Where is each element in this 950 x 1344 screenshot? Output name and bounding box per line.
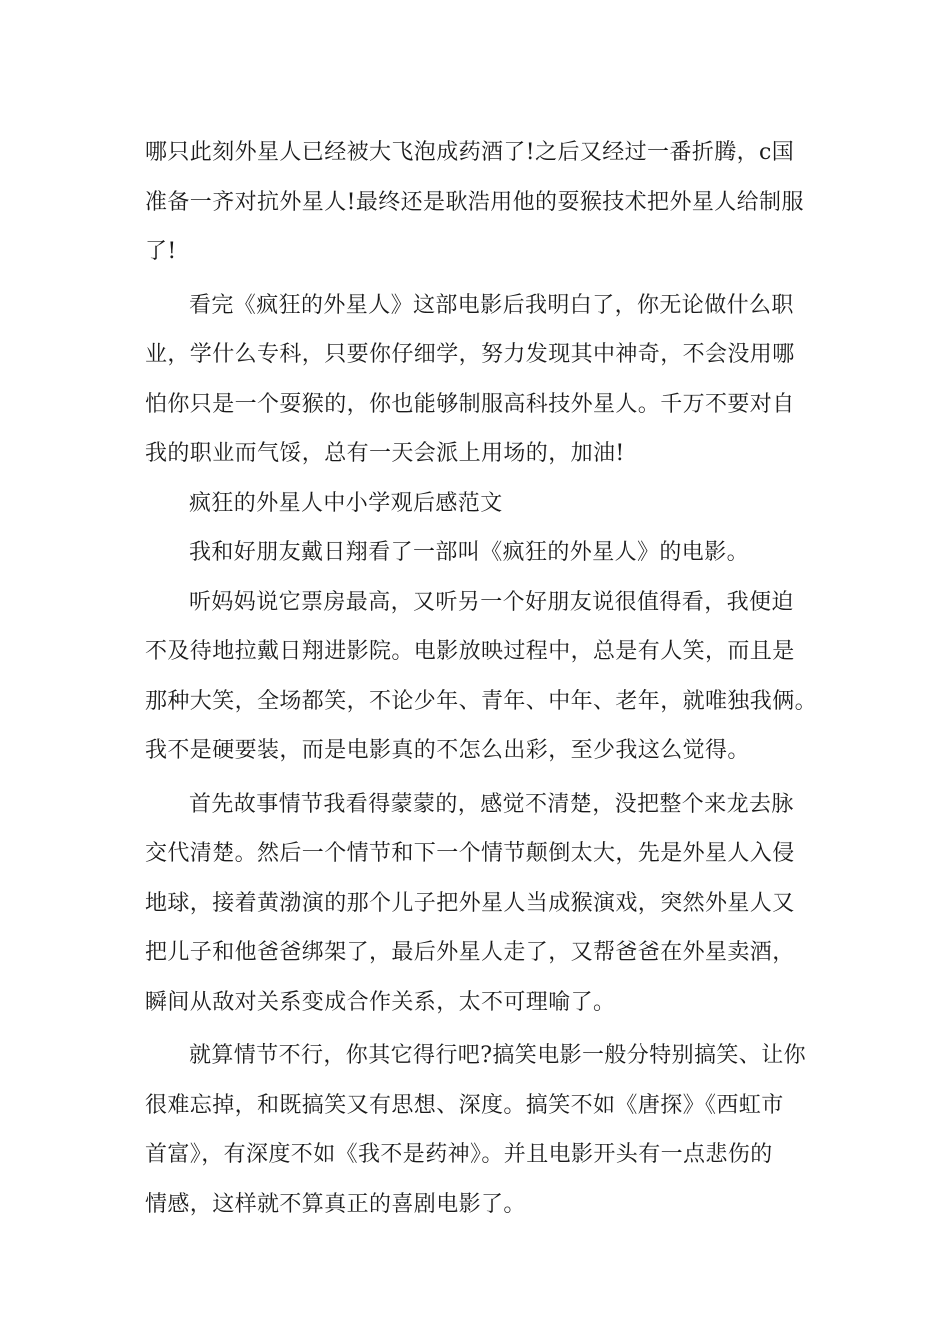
text-line: 地球，接着黄渤演的那个儿子把外星人当成猴演戏，突然外星人又 — [145, 890, 795, 916]
text-line: 怕你只是一个耍猴的，你也能够制服高科技外星人。千万不要对自 — [145, 391, 795, 417]
text-line: 交代清楚。然后一个情节和下一个情节颠倒太大，先是外星人入侵 — [145, 841, 795, 866]
text-line: 把儿子和他爸爸绑架了，最后外星人走了，又帮爸爸在外星卖酒， — [145, 940, 795, 965]
document-body — [145, 128, 818, 1229]
text-line: 准备一齐对抗外星人!最终还是耿浩用他的耍猴技术把外星人给制服 — [145, 189, 804, 215]
text-line: 哪只此刻外星人已经被大飞泡成药酒了!之后又经过一番折腾，c国 — [145, 140, 795, 165]
text-line: 不及待地拉戴日翔进影院。电影放映过程中，总是有人笑，而且是 — [145, 639, 795, 664]
text-line: 瞬间从敌对关系变成合作关系，太不可理喻了。 — [145, 989, 616, 1015]
paragraph-first-line: 我和好朋友戴日翔看了一部叫《疯狂的外星人》的电影。 — [189, 540, 750, 565]
text-line: 那种大笑，全场都笑，不论少年、青年、中年、老年，就唯独我俩。 — [145, 688, 818, 714]
text-line: 首富》，有深度不如《我不是药神》。并且电影开头有一点悲伤的 — [145, 1142, 773, 1167]
paragraph-first-line: 听妈妈说它票房最高，又听另一个好朋友说很值得看，我便迫 — [189, 589, 794, 615]
text-line: 很难忘掉，和既搞笑又有思想、深度。搞笑不如《唐探》《西虹市 — [145, 1092, 784, 1118]
text-line: 我的职业而气馁，总有一天会派上用场的，加油! — [145, 441, 625, 466]
text-line: 情感，这样就不算真正的喜剧电影了。 — [145, 1191, 526, 1217]
text-line: 业，学什么专科，只要你仔细学，努力发现其中神奇，不会没用哪 — [145, 342, 795, 367]
paragraph-first-line: 看完《疯狂的外星人》这部电影后我明白了，你无论做什么职 — [189, 292, 794, 318]
paragraph-first-line: 就算情节不行，你其它得行吧?搞笑电影一般分特别搞笑、让你 — [189, 1043, 806, 1068]
paragraph-first-line: 首先故事情节我看得蒙蒙的，感觉不清楚，没把整个来龙去脉 — [189, 791, 794, 817]
text-line: 了! — [145, 239, 177, 264]
text-line: 我不是硬要装，而是电影真的不怎么出彩，至少我这么觉得。 — [145, 738, 750, 763]
section-title: 疯狂的外星人中小学观后感范文 — [189, 490, 503, 516]
